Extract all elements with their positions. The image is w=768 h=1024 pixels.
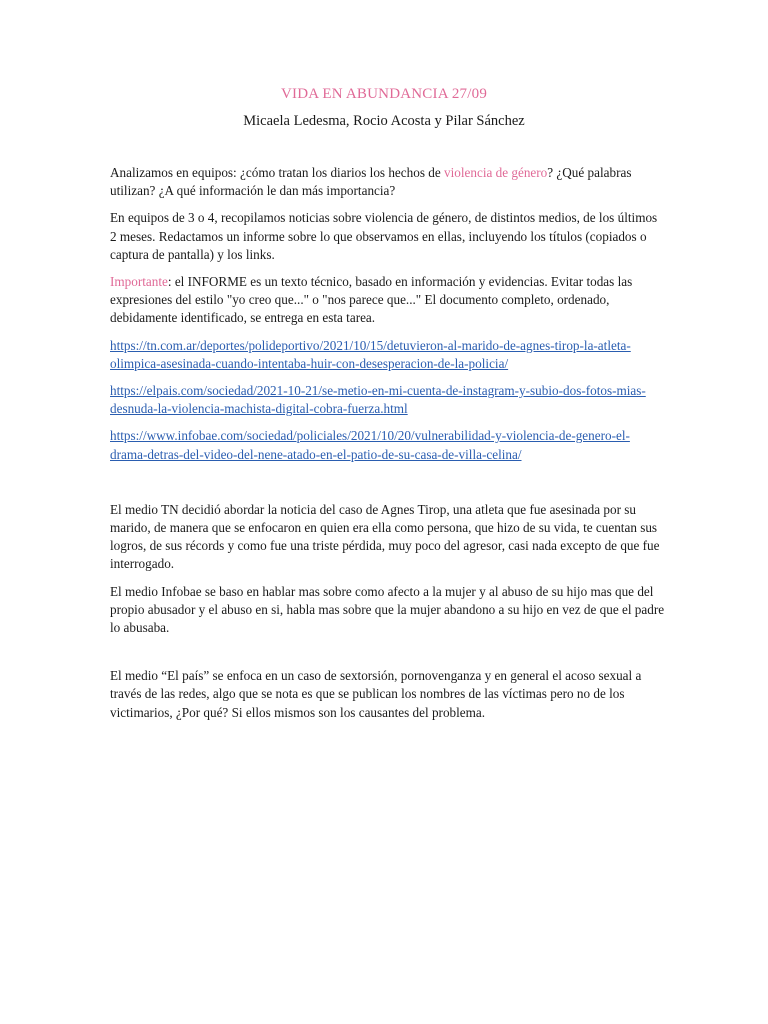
intro-paragraph [110,164,666,200]
link-infobae[interactable]: https://www.infobae.com/sociedad/policiales/2021/10/20/vulnerabilidad-y-violencia-de-genero-el-drama-detras-del-video-del-nene-atado-en-el-patio-de-su-casa-de-villa-celina/ [110,428,630,462]
spacer [110,473,666,501]
link-elpais[interactable]: https://elpais.com/sociedad/2021-10-21/se-metio-en-mi-cuenta-de-instagram-y-subio-dos-fotos-mias-desnuda-la-violencia-machista-digital-cobra-fuerza.html [110,383,646,417]
link-paragraph [110,337,666,373]
intro-highlight: violencia de género [444,165,548,180]
spacer [110,646,666,667]
intro-text-after: ? ¿Qué palabras utilizan? ¿A qué información le dan más importancia? [110,165,632,199]
link-tn[interactable]: https://tn.com.ar/deportes/polideportivo/2021/10/15/detuvieron-al-marido-de-agnes-tirop-la-atleta-olimpica-asesinada-cuando-intentaba-huir-con-desesperacion-de-la-policia/ [110,337,631,371]
document-title: VIDA EN ABUNDANCIA 27/09 [280,86,488,102]
important-paragraph [110,273,666,328]
link-paragraph [110,427,666,463]
task-paragraph: En equipos de 3 o 4, recopilamos noticias sobre violencia de género, de distintos medios, de los últimos 2 meses. Redactamos un informe sobre lo que observamos en ellas, incluyendo los títulos (copiados o captura de pantalla) y los links. [110,210,658,262]
analysis-tn-paragraph: El medio TN decidió abordar la noticia del caso de Agnes Tirop, una atleta que fue asesinada por su marido, de manera que se enfocaron en quien era ella como persona, que hizo de su vida, te cuentan sus logros, de sus récords y como fue una triste pérdida, muy poco del agresor, casi nada excepto de que fue interrogado. [110,501,660,572]
document-body [110,164,666,731]
link-paragraph [110,382,666,418]
important-text: : el INFORME es un texto técnico, basado en información y evidencias. Evitar todas las expresiones del estilo "yo creo que..." o "nos parece que..." El documento completo, ordenado, debidamente identificado, se entrega en esta tarea. [110,274,633,326]
analysis-infobae-paragraph: El medio Infobae se baso en hablar mas sobre como afecto a la mujer y al abuso de su hijo mas que del propio abusador y el abuso en si, habla mas sobre que la mujer abandono a su hijo en vez de que el padre lo abusaba. [110,583,665,636]
analysis-elpais-paragraph: El medio “El país” se enfoca en un caso de sextorsión, pornovenganza y en general el acoso sexual a través de las redes, algo que se nota es que se publican los nombres de las víctimas pero no de los victimarios, ¿Por qué? Si ellos mismos son los causantes del problema. [110,668,642,720]
document-authors: Micaela Ledesma, Rocio Acosta y Pilar Sánchez [243,113,525,129]
important-label: Importante [110,274,168,290]
intro-text-before: Analizamos en equipos: ¿cómo tratan los diarios los hechos de [110,165,445,180]
